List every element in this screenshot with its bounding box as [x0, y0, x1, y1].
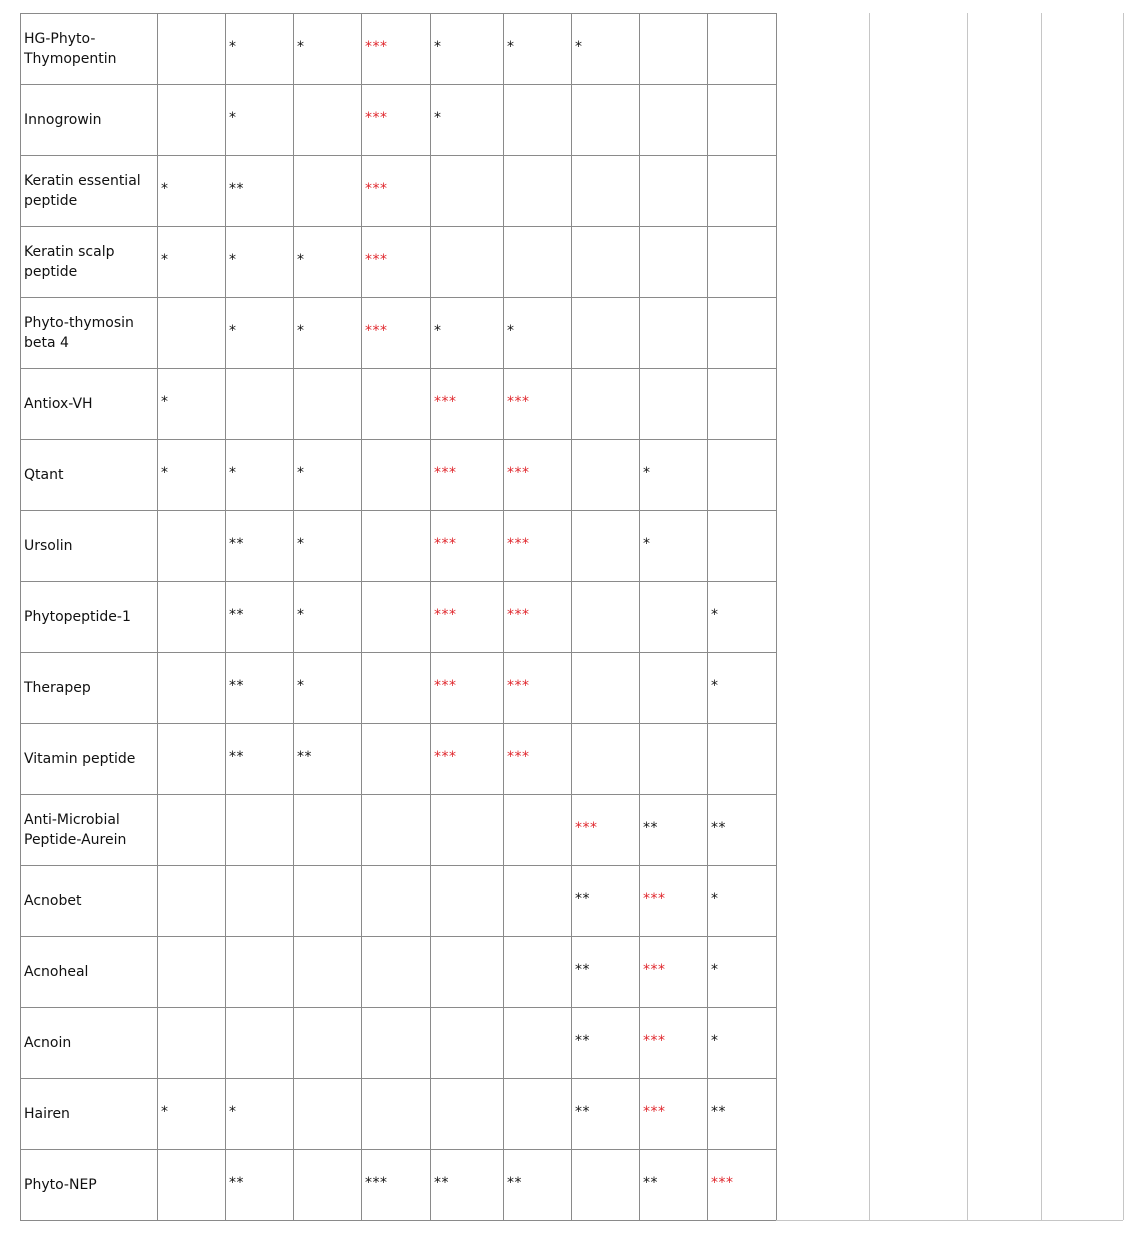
rating-mark: ** — [229, 1175, 244, 1191]
highlight-mark: *** — [507, 607, 530, 623]
table-row-name: Phytopeptide-1 — [24, 608, 131, 625]
highlight-mark: *** — [365, 323, 388, 339]
rating-mark: * — [229, 323, 237, 339]
highlight-mark: *** — [434, 749, 457, 765]
rating-mark: * — [507, 323, 515, 339]
rating-mark: * — [434, 110, 442, 126]
rating-mark: * — [161, 394, 169, 410]
rating-mark: * — [297, 39, 305, 55]
highlight-mark: *** — [507, 394, 530, 410]
rating-mark: ** — [297, 749, 312, 765]
rating-mark: ** — [229, 678, 244, 694]
highlight-mark: *** — [507, 536, 530, 552]
rating-mark: * — [161, 465, 169, 481]
rating-mark: ** — [575, 1033, 590, 1049]
highlight-mark: *** — [434, 536, 457, 552]
highlight-mark: *** — [434, 607, 457, 623]
rating-mark: ** — [575, 891, 590, 907]
rating-mark: *** — [365, 1175, 388, 1191]
empty-column-divider — [1041, 13, 1042, 1220]
column-divider — [707, 13, 708, 1220]
rating-mark: * — [507, 39, 515, 55]
highlight-mark: *** — [643, 1033, 666, 1049]
row-divider-extended — [776, 1220, 1123, 1221]
rating-mark: * — [297, 678, 305, 694]
rating-mark: * — [711, 962, 719, 978]
column-divider — [503, 13, 504, 1220]
rating-mark: * — [297, 323, 305, 339]
rating-mark: ** — [711, 820, 726, 836]
highlight-mark: *** — [434, 465, 457, 481]
rating-mark: * — [711, 678, 719, 694]
row-divider — [20, 1220, 776, 1221]
table-row-name: Innogrowin — [24, 111, 102, 128]
rating-mark: ** — [575, 1104, 590, 1120]
rating-mark: * — [711, 1033, 719, 1049]
highlight-mark: *** — [365, 110, 388, 126]
highlight-mark: *** — [434, 678, 457, 694]
highlight-mark: *** — [643, 962, 666, 978]
rating-mark: * — [434, 39, 442, 55]
rating-mark: ** — [575, 962, 590, 978]
highlight-mark: *** — [365, 252, 388, 268]
highlight-mark: *** — [643, 891, 666, 907]
table-row-name: Acnoin — [24, 1034, 72, 1051]
highlight-mark: *** — [507, 678, 530, 694]
column-divider — [361, 13, 362, 1220]
rating-mark: ** — [229, 749, 244, 765]
column-divider — [293, 13, 294, 1220]
rating-mark: * — [643, 536, 651, 552]
rating-mark: * — [161, 252, 169, 268]
table-row-name: Phyto-NEP — [24, 1176, 97, 1193]
empty-column-divider — [869, 13, 870, 1220]
table-row-name: Acnoheal — [24, 963, 89, 980]
rating-mark: * — [229, 110, 237, 126]
rating-mark: * — [161, 181, 169, 197]
column-divider — [157, 13, 158, 1220]
rating-mark: * — [297, 536, 305, 552]
table-row-name: Vitamin peptide — [24, 750, 136, 767]
table-row-name: Therapep — [24, 679, 91, 696]
rating-mark: * — [711, 891, 719, 907]
table-row-name: Acnobet — [24, 892, 82, 909]
column-divider — [430, 13, 431, 1220]
rating-mark: ** — [229, 181, 244, 197]
rating-mark: * — [575, 39, 583, 55]
table-row-name: Keratin essential peptide — [24, 172, 141, 209]
rating-mark: ** — [643, 820, 658, 836]
highlight-mark: *** — [365, 39, 388, 55]
table-row-name: Ursolin — [24, 537, 73, 554]
rating-mark: * — [297, 252, 305, 268]
column-divider — [225, 13, 226, 1220]
rating-mark: * — [711, 607, 719, 623]
empty-column-divider — [967, 13, 968, 1220]
rating-mark: ** — [711, 1104, 726, 1120]
column-divider — [776, 13, 777, 1220]
rating-mark: * — [643, 465, 651, 481]
rating-mark: * — [229, 1104, 237, 1120]
rating-mark: * — [229, 465, 237, 481]
highlight-mark: *** — [365, 181, 388, 197]
rating-mark: * — [434, 323, 442, 339]
highlight-mark: *** — [711, 1175, 734, 1191]
table-row-name: Hairen — [24, 1105, 70, 1122]
column-divider — [571, 13, 572, 1220]
table-row-name: Anti-Microbial Peptide-Aurein — [24, 811, 127, 848]
table-row-name: Phyto-thymosin beta 4 — [24, 314, 134, 351]
rating-mark: * — [161, 1104, 169, 1120]
highlight-mark: *** — [575, 820, 598, 836]
rating-mark: ** — [229, 536, 244, 552]
column-divider — [20, 13, 21, 1220]
rating-mark: * — [229, 39, 237, 55]
rating-mark: * — [297, 607, 305, 623]
highlight-mark: *** — [507, 465, 530, 481]
highlight-mark: *** — [643, 1104, 666, 1120]
rating-mark: ** — [434, 1175, 449, 1191]
empty-column-divider — [1123, 13, 1124, 1220]
rating-mark: ** — [507, 1175, 522, 1191]
table-row-name: Keratin scalp peptide — [24, 243, 115, 280]
table-row-name: HG-Phyto-Thymopentin — [24, 30, 117, 67]
rating-mark: ** — [229, 607, 244, 623]
highlight-mark: *** — [507, 749, 530, 765]
rating-mark: * — [229, 252, 237, 268]
rating-mark: * — [297, 465, 305, 481]
table-row-name: Antiox-VH — [24, 395, 93, 412]
rating-mark: ** — [643, 1175, 658, 1191]
column-divider — [639, 13, 640, 1220]
table-row-name: Qtant — [24, 466, 64, 483]
highlight-mark: *** — [434, 394, 457, 410]
